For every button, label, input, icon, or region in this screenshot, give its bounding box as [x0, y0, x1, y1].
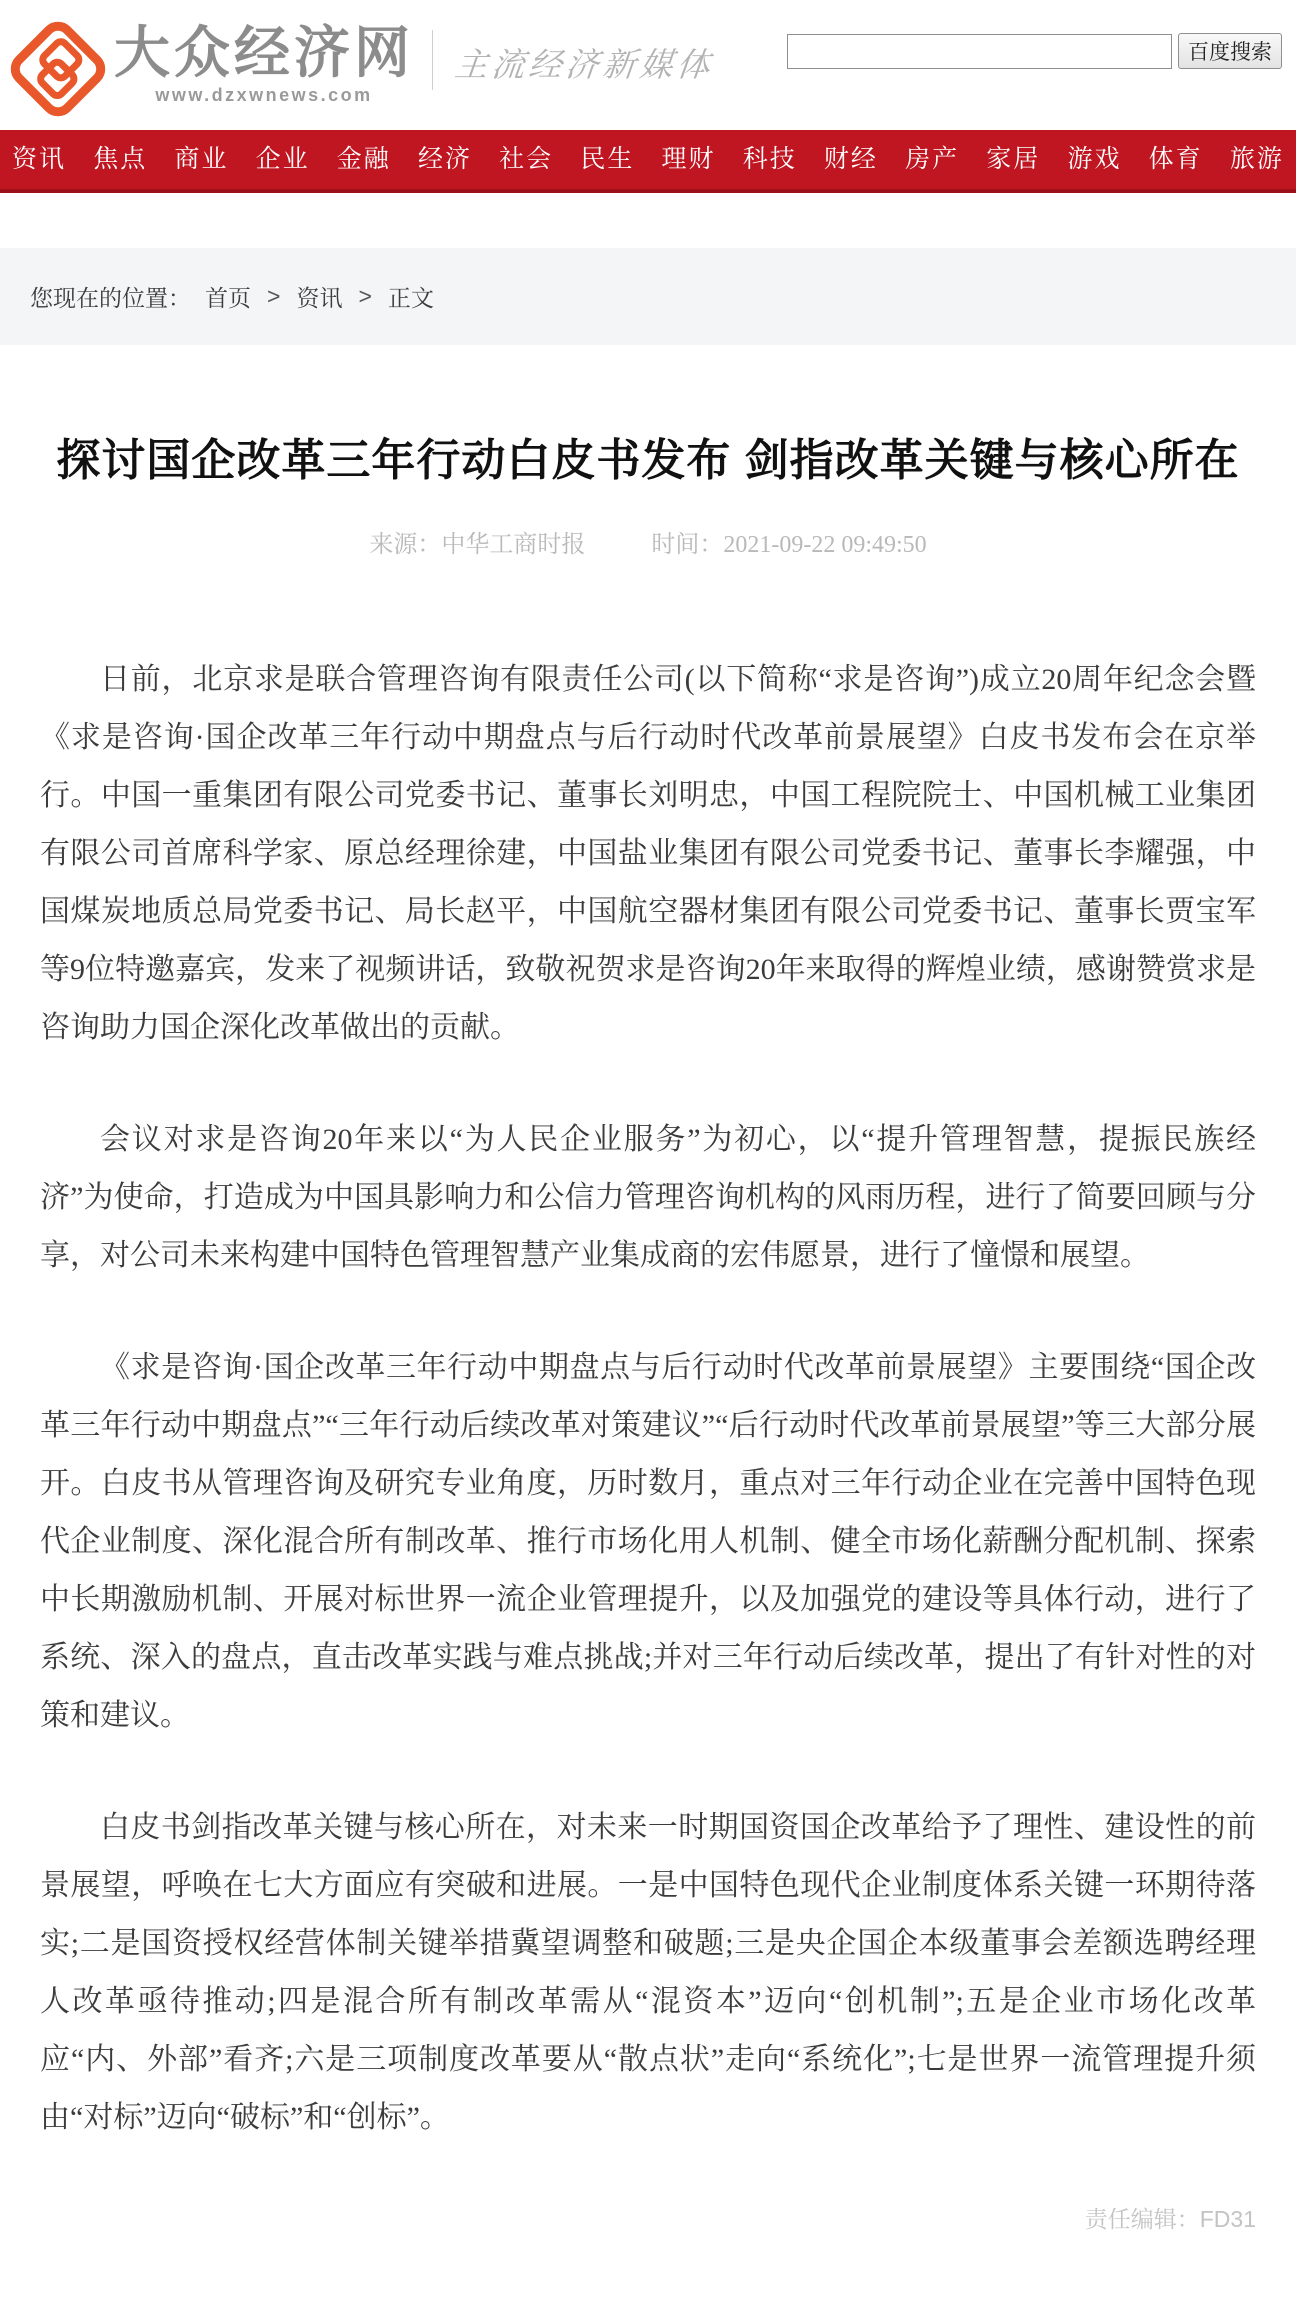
article-title: 探讨国企改革三年行动白皮书发布 剑指改革关键与核心所在 [56, 436, 1240, 485]
site-name: 大众经济网 [114, 21, 414, 85]
nav-item-shangye[interactable]: 商业 [174, 145, 229, 173]
breadcrumb [0, 248, 1296, 345]
nav-item-fangchan[interactable]: 房产 [905, 145, 960, 173]
logo-divider [432, 30, 433, 90]
nav-item-jingji[interactable]: 经济 [417, 145, 472, 173]
site-slogan: 主流经济新媒体 [452, 47, 716, 84]
search-area [787, 33, 1282, 69]
breadcrumb-zixun[interactable]: 资讯 [296, 285, 343, 311]
site-logo-icon [8, 17, 108, 121]
article-paragraph: 会议对求是咨询20年来以“为人民企业服务”为初心，以“提升管理智慧，提振民族经济”为使命，打造成为中国具影响力和公信力管理咨询机构的风雨历程，进行了简要回顾与分享，对公司未来构建中国特色管理智慧产业集成商的宏伟愿景，进行了憧憬和展望。 [40, 1123, 1256, 1272]
nav-item-shehui[interactable]: 社会 [499, 145, 554, 173]
site-header [0, 0, 1296, 130]
site-logo-link[interactable] [8, 9, 414, 121]
baidu-search-button[interactable]: 百度搜索 [1178, 33, 1282, 69]
editor-label: 责任编辑： [1084, 2206, 1200, 2232]
main-nav [0, 130, 1296, 193]
breadcrumb-gap [0, 193, 1296, 248]
article-paragraph: 白皮书剑指改革关键与核心所在，对未来一时期国资国企改革给予了理性、建设性的前景展望，呼唤在七大方面应有突破和进展。一是中国特色现代企业制度体系关键一环期待落实;二是国资授权经营体制关键举措冀望调整和破题;三是央企国企本级董事会差额选聘经理人改革亟待推动;四是混合所有制改革需从“混资本”迈向“创机制”;五是企业市场化改革应“内、外部”看齐;六是三项制度改革要从“散点状”走向“系统化”;七是世界一流管理提升须由“对标”迈向“破标”和“创标”。 [40, 1811, 1256, 2134]
article-time [651, 532, 926, 558]
nav-item-tiyu[interactable]: 体育 [1148, 145, 1203, 173]
article-meta [40, 524, 1256, 559]
nav-item-youxi[interactable]: 游戏 [1067, 145, 1122, 173]
nav-item-zixun[interactable]: 资讯 [12, 145, 67, 173]
time-label: 时间： [651, 532, 724, 558]
time-value: 2021-09-22 09:49:50 [723, 532, 927, 558]
article-paragraph: 《求是咨询·国企改革三年行动中期盘点与后行动时代改革前景展望》主要围绕“国企改革三年行动中期盘点”“三年行动后续改革对策建议”“后行动时代改革前景展望”等三大部分展开。白皮书从管理咨询及研究专业角度，历时数月，重点对三年行动企业在完善中国特色现代企业制度、深化混合所有制改革、推行市场化用人机制、健全市场化薪酬分配机制、探索中长期激励机制、开展对标世界一流企业管理提升，以及加强党的建设等具体行动，进行了系统、深入的盘点，直击改革实践与难点挑战;并对三年行动后续改革，提出了有针对性的对策和建议。 [40, 1351, 1256, 1732]
article-source [369, 532, 585, 558]
nav-item-qiye[interactable]: 企业 [255, 145, 310, 173]
nav-item-lvyou[interactable]: 旅游 [1229, 145, 1284, 173]
nav-item-keji[interactable]: 科技 [742, 145, 797, 173]
nav-item-jinrong[interactable]: 金融 [336, 145, 391, 173]
breadcrumb-separator: > [267, 283, 281, 309]
editor-note [40, 2201, 1256, 2252]
breadcrumb-prefix: 您现在的位置： [30, 285, 191, 311]
source-label: 来源： [369, 532, 442, 558]
article [0, 419, 1296, 2252]
site-url: www.dzxwnews.com [155, 84, 373, 105]
nav-item-caijing[interactable]: 财经 [823, 145, 878, 173]
logo-text [114, 21, 414, 106]
nav-item-minsheng[interactable]: 民生 [580, 145, 635, 173]
breadcrumb-current: 正文 [387, 285, 434, 311]
nav-item-licai[interactable]: 理财 [661, 145, 716, 173]
nav-item-jiaju[interactable]: 家居 [986, 145, 1041, 173]
search-input[interactable] [787, 34, 1172, 69]
article-body [40, 651, 1256, 2147]
breadcrumb-home[interactable]: 首页 [205, 285, 251, 311]
article-paragraph: 日前，北京求是联合管理咨询有限责任公司(以下简称“求是咨询”)成立20周年纪念会暨《求是咨询·国企改革三年行动中期盘点与后行动时代改革前景展望》白皮书发布会在京举行。中国一重集团有限公司党委书记、董事长刘明忠，中国工程院院士、中国机械工业集团有限公司首席科学家、原总经理徐建，中国盐业集团有限公司党委书记、董事长李耀强，中国煤炭地质总局党委书记、局长赵平，中国航空器材集团有限公司党委书记、董事长贾宝军等9位特邀嘉宾，发来了视频讲话，致敬祝贺求是咨询20年来取得的辉煌业绩，感谢赞赏求是咨询助力国企深化改革做出的贡献。 [40, 663, 1256, 1044]
breadcrumb-separator: > [358, 283, 372, 309]
source-value: 中华工商时报 [441, 532, 586, 558]
editor-value: FD31 [1199, 2206, 1256, 2232]
logo-area [8, 9, 714, 121]
nav-item-jiaodian[interactable]: 焦点 [93, 145, 148, 173]
